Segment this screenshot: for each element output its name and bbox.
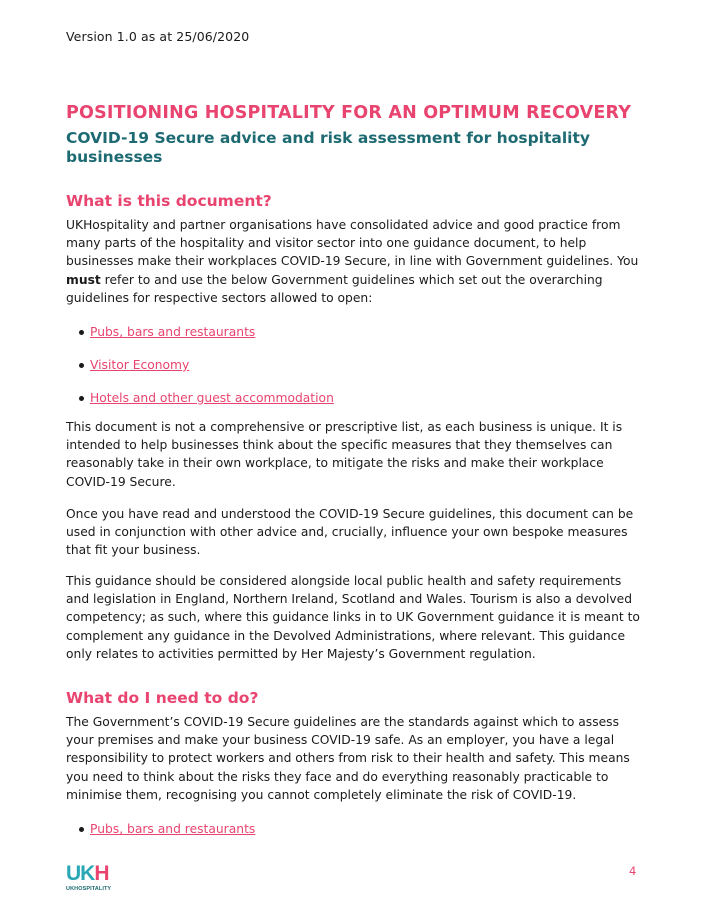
bullet-icon (79, 363, 84, 368)
page-title: POSITIONING HOSPITALITY FOR AN OPTIMUM RECOVERY (66, 103, 632, 123)
bullet-icon (79, 396, 84, 401)
list-item (90, 389, 334, 407)
bullet-icon (79, 827, 84, 832)
page-number: 4 (629, 864, 637, 878)
list-item (90, 356, 189, 374)
section-heading-what-to-do: What do I need to do? (66, 689, 259, 707)
link-pubs-bars-restaurants[interactable]: Pubs, bars and restaurants (90, 325, 256, 339)
paragraph-government-guidelines: The Government’s COVID-19 Secure guidelines are the standards against which to assess your premises and make your business COVID-19 safe. As an employer, you have a legal responsibility to protect workers and others from risk to their health and safety. This means you need to think about the risks they face and do everything reasonably practicable to minimise them, recognising you cannot completely eliminate the risk of COVID-19. (66, 715, 630, 802)
intro-text-a: UKHospitality and partner organisations have consolidated advice and good practice from many parts of the hospitality and visitor sector into one guidance document, to help businesses make their workplaces COVID-19 Secure, in line with Government guidelines. You (66, 218, 639, 269)
logo-mark: UKH (66, 862, 109, 885)
version-label: Version 1.0 as at 25/06/2020 (66, 29, 250, 44)
bullet-icon (79, 330, 84, 335)
paragraph-local-guidance: This guidance should be considered alongside local public health and safety requirements and legislation in England, Northern Ireland, Scotland and Wales. Tourism is also a devolved competency; as such, where this guidance links in to UK Government guidance it is meant to complement any guidance in the Devolved Administrations, where relevant. This guidance only relates to activities permitted by Her Majesty’s Government regulation. (66, 574, 640, 661)
page-subtitle: COVID-19 Secure advice and risk assessment for hospitality businesses (66, 129, 590, 166)
list-item (90, 820, 255, 838)
intro-text-strong: must (66, 272, 101, 287)
link-hotels-guest-accommodation[interactable]: Hotels and other guest accommodation (90, 391, 334, 405)
paragraph-once-read: Once you have read and understood the COVID-19 Secure guidelines, this document can be used in conjunction with other advice and, crucially, influence your own bespoke measures that fit your business. (66, 507, 634, 558)
intro-paragraph (66, 216, 648, 307)
paragraph-not-comprehensive: This document is not a comprehensive or prescriptive list, as each business is unique. It is intended to help businesses think about the specific measures that they themselves can reasonably take in their own workplace, to mitigate the risks and make their workplace COVID-19 Secure. (66, 420, 623, 489)
link-visitor-economy[interactable]: Visitor Economy (90, 358, 190, 372)
intro-text-b: refer to and use the below Government guidelines which set out the overarching guidelines for respective sectors allowed to open: (66, 272, 603, 305)
ukhospitality-logo (66, 862, 114, 894)
link-pubs-bars-restaurants-2[interactable]: Pubs, bars and restaurants (90, 822, 256, 836)
list-item (90, 323, 255, 341)
logo-text: UKHOSPITALITY (66, 886, 112, 892)
section-heading-what-is: What is this document? (66, 192, 272, 210)
